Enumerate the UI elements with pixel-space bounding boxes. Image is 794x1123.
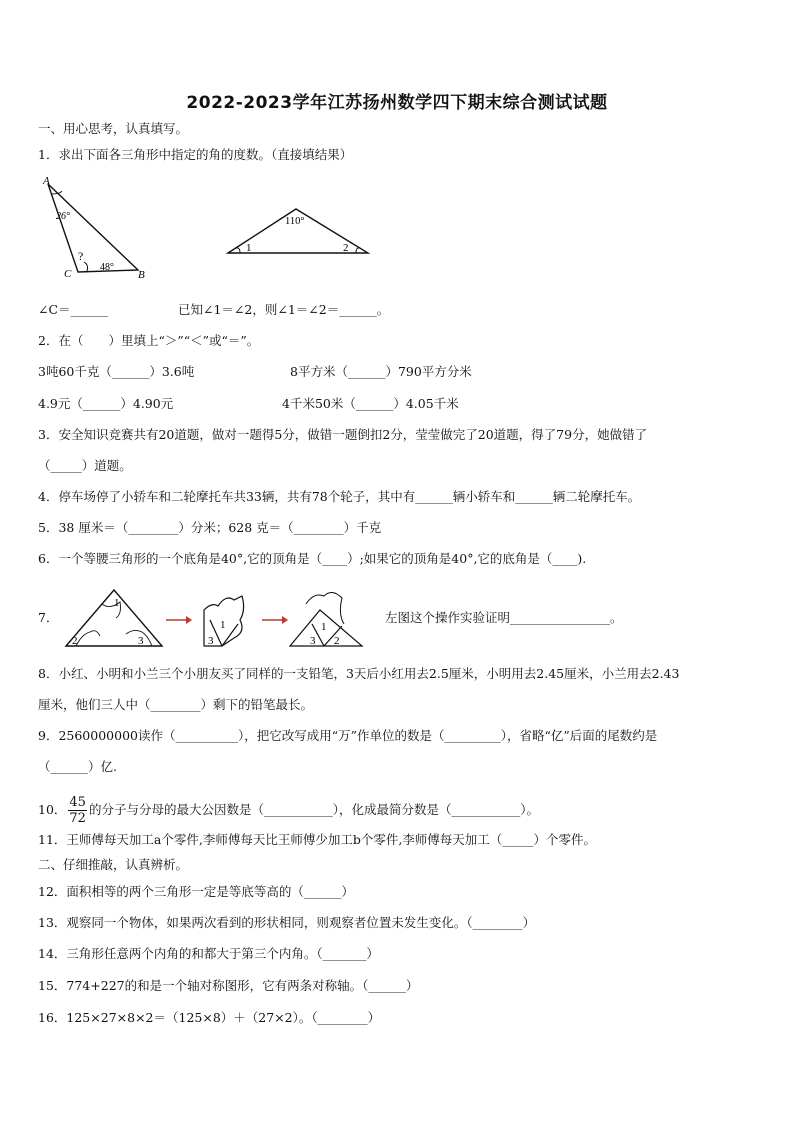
torn-angle-3-label: 3	[208, 635, 214, 647]
fraction-denominator: 72	[69, 811, 86, 826]
question-13: 13．观察同一个物体，如果两次看到的形状相同，则观察者位置未发生变化。（________）	[38, 915, 536, 930]
question-4: 4．停车场停了小轿车和二轮摩托车共33辆，共有78个轮子，其中有______辆小轿车和______辆二轮摩托车。	[38, 489, 641, 504]
question-2-item-1: 3吨60千克（______）3.6吨	[38, 364, 195, 379]
top-angle-value: 110°	[285, 216, 305, 227]
arrow-head-1	[186, 616, 192, 624]
vertex-b-label: B	[138, 269, 145, 281]
angle-b-value: 48°	[100, 262, 114, 273]
angle-2-arc	[356, 248, 360, 253]
question-2-item-2: 8平方米（______）790平方分米	[290, 364, 472, 379]
fraction-45-72	[68, 795, 87, 826]
vertex-a-label: A	[43, 175, 50, 187]
question-3-line-2: （_____）道题。	[38, 458, 132, 473]
triangle-abc-figure	[40, 172, 170, 284]
combined-angle-1-label: 1	[321, 621, 327, 633]
question-10-text: 的分子与分母的最大公因数是（___________），化成最简分数是（___________）。	[88, 802, 539, 817]
angle-1-label: 1	[246, 242, 252, 254]
question-12: 12．面积相等的两个三角形一定是等底等高的（______）	[38, 884, 354, 899]
question-10-number: 10．	[38, 802, 67, 817]
question-5: 5．38 厘米＝（________）分米；628 克＝（________）千克	[38, 520, 382, 535]
angle-c-arc	[84, 262, 88, 271]
question-10	[38, 795, 539, 826]
triangle-experiment-figure	[62, 584, 368, 650]
tear-line-left	[76, 631, 100, 646]
question-8-line-2: 厘米，他们三人中（________）剩下的铅笔最长。	[38, 697, 314, 712]
question-15: 15．774+227的和是一个轴对称图形，它有两条对称轴。（______）	[38, 978, 419, 993]
question-11: 11．王师傅每天加工a个零件,李师傅每天比王师傅少加工b个零件,李师傅每天加工（_____）个零件。	[38, 832, 597, 847]
arrow-head-2	[282, 616, 288, 624]
obtuse-triangle-figure	[222, 205, 372, 257]
question-7-number: 7．	[38, 610, 59, 625]
question-2-item-3: 4.9元（______）4.90元	[38, 396, 174, 411]
question-8-line-1: 8．小红、小明和小兰三个小朋友买了同样的一支铅笔，3天后小红用去2.5厘米，小明用去2.45厘米，小兰用去2.43	[38, 666, 680, 681]
question-7-text: 左图这个操作实验证明________________。	[385, 610, 623, 625]
question-3-line-1: 3．安全知识竞赛共有20道题，做对一题得5分，做错一题倒扣2分，莹莹做完了20道题，得了79分，她做错了	[38, 427, 648, 442]
triangle-abc	[48, 184, 138, 272]
experiment-angle-2-label: 2	[72, 635, 78, 647]
combined-angle-2-label: 2	[334, 635, 340, 647]
vertex-c-label: C	[64, 268, 72, 280]
question-1-answer-angles: 已知∠1＝∠2，则∠1＝∠2＝______。	[178, 302, 390, 317]
angle-1-arc	[236, 248, 240, 253]
question-9-line-1: 9．2560000000读作（__________），把它改写成用“万”作单位的数是（_________），省略“亿”后面的尾数约是	[38, 728, 658, 743]
question-2-item-4: 4千米50米（______）4.05千米	[282, 396, 459, 411]
section-heading-2: 二、仔细推敲，认真辨析。	[38, 857, 189, 872]
angle-2-label: 2	[343, 242, 349, 254]
section-heading-1: 一、用心思考，认真填写。	[38, 121, 189, 136]
question-1-answer-c: ∠C＝______	[38, 302, 109, 317]
torn-angle-1-label: 1	[220, 619, 226, 631]
fraction-numerator: 45	[69, 795, 86, 810]
question-14: 14．三角形任意两个内角的和都大于第三个内角。（_______）	[38, 946, 379, 961]
page-title: 2022-2023学年江苏扬州数学四下期末综合测试试题	[186, 93, 608, 113]
angle-a-value: 26°	[56, 211, 70, 222]
experiment-angle-3-label: 3	[138, 635, 144, 647]
experiment-angle-1-label: 1	[114, 597, 120, 609]
unknown-angle-mark: ?	[78, 249, 84, 263]
question-1: 1．求出下面各三角形中指定的角的度数。（直接填结果）	[38, 147, 353, 162]
question-6: 6．一个等腰三角形的一个底角是40°,它的顶角是（____）;如果它的顶角是40°,它的底角是（____).	[38, 551, 587, 566]
question-2: 2．在（ ）里填上“＞”“＜”或“＝”。	[38, 333, 260, 348]
question-16: 16．125×27×8×2＝（125×8）＋（27×2）。（________）	[38, 1010, 381, 1025]
combined-angle-3-label: 3	[310, 635, 316, 647]
question-9-line-2: （______）亿.	[38, 759, 117, 774]
